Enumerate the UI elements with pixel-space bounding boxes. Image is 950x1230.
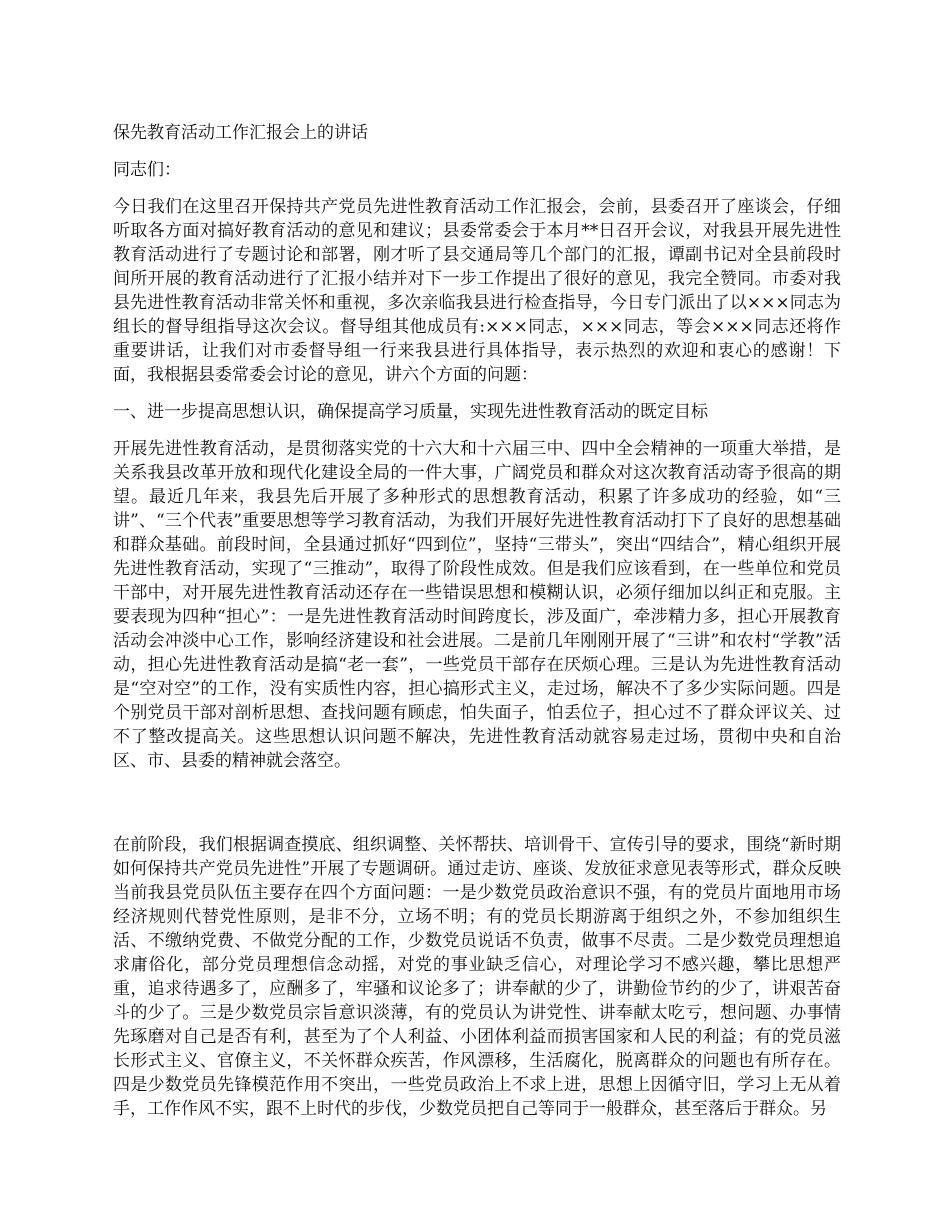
intro-paragraph: 今日我们在这里召开保持共产党员先进性教育活动工作汇报会，会前，县委召开了座谈会，仔细听取各方面对搞好教育活动的意见和建议；县委常委会于本月**日召开会议，对我县开展先进性教育活动进行了专题讨论和部署，刚才听了县交通局等几个部门的汇报，谭副书记对全县前段时间所开展的教育活动进行了汇报小结并对下一步工作提出了很好的意见，我完全赞同。市委对我县先进性教育活动非常关怀和重视，多次亲临我县进行检查指导，今日专门派出了以×××同志为组长的督导组指导这次会议。督导组其他成员有:×××同志，×××同志，等会×××同志还将作重要讲话，让我们对市委督导组一行来我县进行具体指导，表示热烈的欢迎和衷心的感谢！下面，我根据县委常委会讨论的意见，讲六个方面的问题：	[113, 197, 841, 385]
document-title: 保先教育活动工作汇报会上的讲话	[113, 123, 368, 143]
section-1-paragraph-2: 在前阶段，我们根据调查摸底、组织调整、关怀帮扶、培训骨干、宣传引导的要求，围绕“新时期如何保持共产党员先进性”开展了专题调研。通过走访、座谈、发放征求意见表等形式，群众反映当前我县党员队伍主要存在四个方面问题：一是少数党员政治意识不强，有的党员片面地用市场经济规则代替党性原则，是非不分，立场不明；有的党员长期游离于组织之外，不参加组织生活、不缴纳党费、不做党分配的工作，少数党员说话不负责，做事不尽责。二是少数党员理想追求庸俗化，部分党员理想信念动摇，对党的事业缺乏信心，对理论学习不感兴趣，攀比思想严重，追求待遇多了，应酬多了，牢骚和议论多了；讲奉献的少了，讲勤俭节约的少了，讲艰苦奋斗的少了。三是少数党员宗旨意识淡薄，有的党员认为讲党性、讲奉献太吃亏，想问题、办事情先琢磨对自己是否有利，甚至为了个人利益、小团体利益而损害国家和人民的利益；有的党员滋长形式主义、官僚主义，不关怀群众疾苦，作风漂移，生活腐化，脱离群众的问题也有所存在。四是少数党员先锋模范作用不突出，一些党员政治上不求上进，思想上因循守旧，学习上无从着手，工作作风不实，跟不上时代的步伐，少数党员把自己等同于一般群众，甚至落后于群众。另	[113, 835, 841, 1119]
section-1-paragraph-1: 开展先进性教育活动，是贯彻落实党的十六大和十六届三中、四中全会精神的一项重大举措，是关系我县改革开放和现代化建设全局的一件大事，广阔党员和群众对这次教育活动寄予很高的期望。最近几年来，我县先后开展了多种形式的思想教育活动，积累了许多成功的经验，如“三讲”、“三个代表”重要思想等学习教育活动，为我们开展好先进性教育活动打下了良好的思想基础和群众基础。前段时间，全县通过抓好“四到位”，坚持“三带头”，突出“四结合”，精心组织开展先进性教育活动，实现了“三推动”，取得了阶段性成效。但是我们应该看到，在一些单位和党员干部中，对开展先进性教育活动还存在一些错误思想和模糊认识，必须仔细加以纠正和克服。主要表现为四种“担心”：一是先进性教育活动时间跨度长，涉及面广，牵涉精力多，担心开展教育活动会冲淡中心工作，影响经济建设和社会进展。二是前几年刚刚开展了“三讲”和农村“学教”活动，担心先进性教育活动是搞“老一套”，一些党员干部存在厌烦心理。三是认为先进性教育活动是“空对空”的工作，没有实质性内容，担心搞形式主义，走过场，解决不了多少实际问题。四是个别党员干部对剖析思想、查找问题有顾虑，怕失面子，怕丢位子，担心过不了群众评议关、过不了整改提高关。这些思想认识问题不解决，先进性教育活动就容易走过场，贯彻中央和自治区、市、县委的精神就会落空。	[113, 439, 841, 771]
document-page	[113, 121, 841, 1134]
paragraph-gap	[113, 786, 841, 833]
salutation: 同志们：	[113, 160, 181, 180]
section-1-heading: 一、进一步提高思想认识，确保提高学习质量，实现先进性教育活动的既定目标	[113, 402, 708, 422]
